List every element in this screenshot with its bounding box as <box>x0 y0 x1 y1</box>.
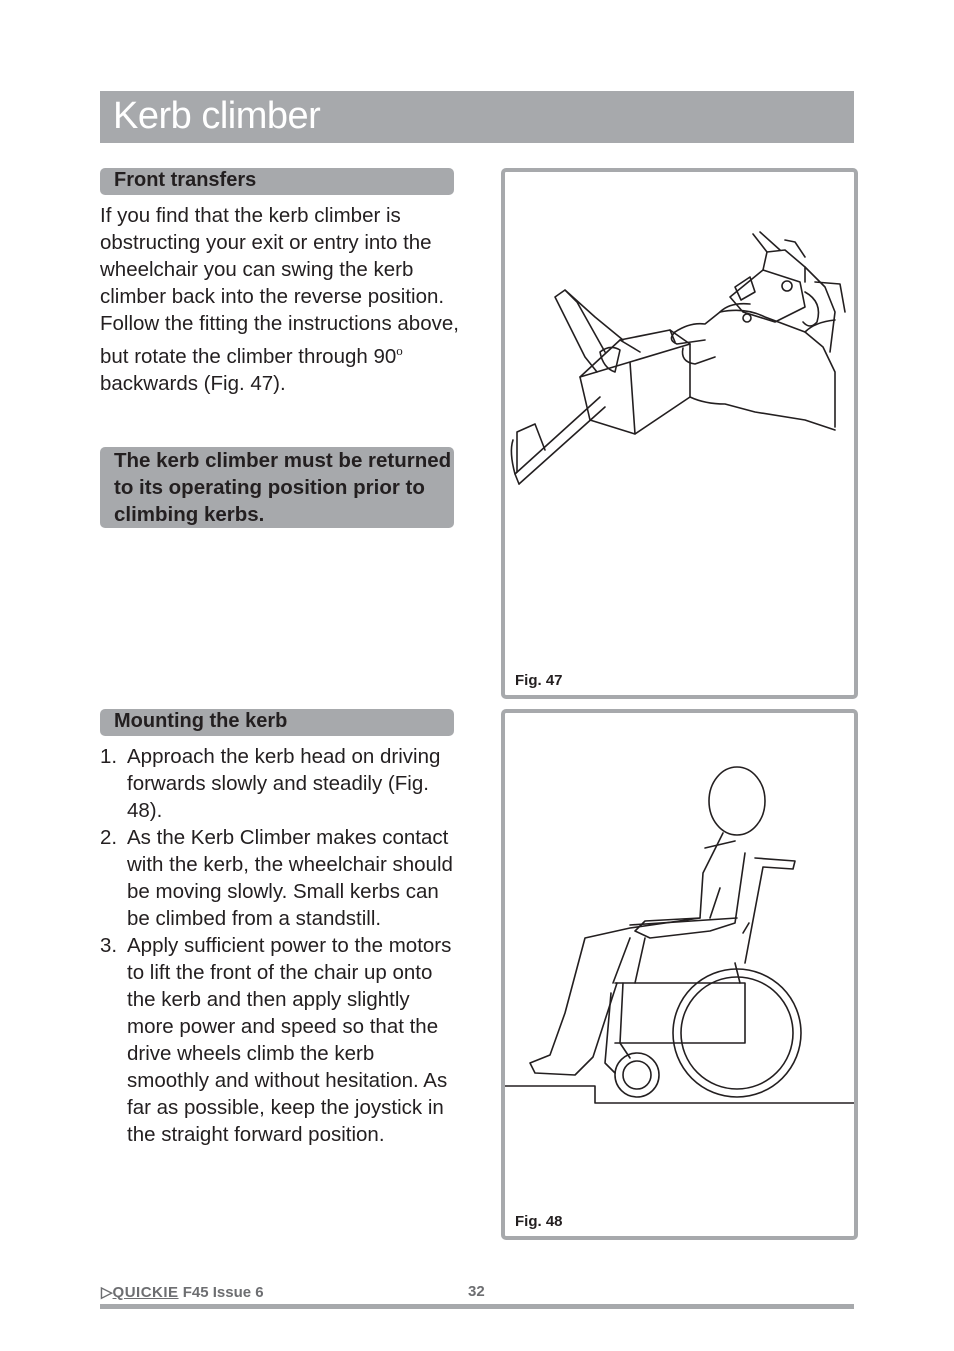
mounting-heading <box>100 709 454 736</box>
step-number: 1. <box>100 745 118 768</box>
mounting-body <box>100 743 460 1148</box>
fig47-label: Fig. 47 <box>515 672 563 689</box>
front-transfers-body <box>100 202 460 397</box>
front-transfers-heading-text: Front transfers <box>114 169 257 191</box>
page-number: 32 <box>468 1283 485 1300</box>
mounting-heading-text: Mounting the kerb <box>114 710 288 732</box>
brand-name: QUICKIE <box>112 1284 179 1301</box>
mounting-steps <box>100 743 460 1148</box>
footer-logo <box>101 1283 264 1301</box>
model-issue: F45 Issue 6 <box>178 1284 264 1301</box>
title-bar <box>100 91 854 143</box>
fig48-illustration <box>505 713 854 1236</box>
paragraph-text-b: backwards (Fig. 47). <box>100 371 286 395</box>
figure-47 <box>501 168 858 699</box>
step-item <box>100 824 460 932</box>
warning-text: The kerb climber must be returned to its operating position prior to climbing kerbs. <box>114 449 452 526</box>
degree-superscript: o <box>396 343 403 358</box>
warning-box <box>100 447 454 528</box>
paragraph-text-a: If you find that the kerb climber is obstructing your exit or entry into the wheelchair you can swing the kerb climber back into the reverse position. Follow the fitting the instructions above, but rotate the climber through 90 <box>100 204 459 368</box>
footer-rule <box>100 1304 854 1309</box>
step-number: 3. <box>100 934 118 957</box>
step-item <box>100 743 460 824</box>
front-transfers-paragraph <box>100 202 460 397</box>
page-title: Kerb climber <box>113 95 321 137</box>
step-text: Approach the kerb head on driving forwards slowly and steadily (Fig. 48). <box>127 745 441 822</box>
fig48-label: Fig. 48 <box>515 1213 563 1230</box>
front-transfers-heading <box>100 168 454 195</box>
step-text: Apply sufficient power to the motors to lift the front of the chair up onto the kerb and then apply slightly more power and speed so that the drive wheels climb the kerb smoothly and without hesitation. As far as possible, keep the joystick in the straight forward position. <box>127 934 452 1146</box>
step-number: 2. <box>100 826 118 849</box>
play-icon: ▷ <box>101 1284 113 1301</box>
step-item <box>100 932 460 1148</box>
figure-48 <box>501 709 858 1240</box>
step-text: As the Kerb Climber makes contact with the kerb, the wheelchair should be moving slowly. Small kerbs can be climbed from a standstill. <box>127 826 453 930</box>
fig47-illustration <box>505 172 854 695</box>
